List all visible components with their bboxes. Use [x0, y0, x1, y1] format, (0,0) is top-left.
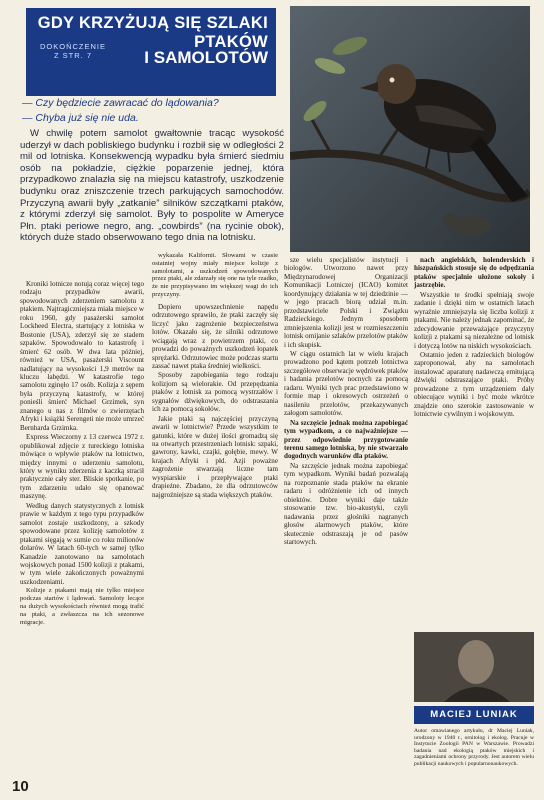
lead-paragraph: W chwilę potem samolot gwałtownie tracąc wysokość uderzył w dach pobliskiego budynku i rozbił się w odległości 2 mil od lotniska. Konsekwencją wypadku była śmierć siedmiu osób na pokładzie, ciężkie poparzenie jednej, która przypadkowo znalazła się na miejscu katastrofy, uszkodzenie budynku oraz zniszczenie trzech parkujących samochodów. Przyczyną awarii były „zatkanie” silników szczątkami ptaków, z którymi zderzył się samolot. Były to pospolite w Ameryce Płn. ptaki periowe negro, ang. „cowbirds” (na rycinie obok), których duże stado obserwowano tego dnia na lotnisku. [20, 128, 284, 244]
text-column-4 [414, 256, 534, 626]
paragraph: Dopiero upowszechnienie napędu odrzutowego sprawiło, że ptaki zaczęły się liczyć jako zagrożenie bezpieczeństwa lotów. Okazało się, że silniki odrzutowe wciągają wraz z powietrzem ptaki, co prowadzi do poważnych uszkodzeń łopatek sprężarki. Odrzutowiec może podczas startu zassać nawet ptaka średniej wielkości. [152, 302, 278, 370]
continued-note: wykazała Kalifornii. Słowami w czasie ostatniej wojny miały miejsce kolizje z samolotami, a uszkodzeń spowodowanych przez ptaki, ale zdarzały się one na tyle rzadko, że nie przypisywano im większej wagi do ich przyczyny. [152, 252, 278, 298]
paragraph: Według danych statystycznych z lotnisk prawie w każdym z tego typu przypadków samolot zostaje uszkodzony, a szkody spowodowane przez kolizję samolotów z ptakami sięgają w sumie co roku milionów dolarów. W latach 60-tych w samej tylko Kanadzie zanotowano na samolotach wojskowych ponad 1500 kolizji z ptakami, w tym wiele zakończonych poważnymi uszkodzeniami. [20, 501, 144, 586]
cowbird-illustration [290, 6, 530, 252]
paragraph: nach angielskich, holenderskich i hiszpańskich stosuje się do odpędzania ptaków specjalnie ułożone sokoły i jastrzębie. [414, 256, 534, 290]
author-name: MACIEJ LUNIAK [414, 706, 534, 724]
paragraph: Na szczęście jednak można zapobiegać tym wypadkom, a co najważniejsze — przez odpowiednie przygotowanie terenu samego lotniska, by nie stwarzało dogodnych warunków dla ptaków. [284, 418, 408, 461]
paragraph: Sposoby zapobiegania tego rodzaju kolizjom są wielorakie. Od przepędzania ptaków z lotnisk za pomocą wystrzałów i sygnałów dźwiękowych, do odstraszania ich za pomocą sokołów. [152, 371, 278, 414]
paragraph: Wszystkie te środki spełniają swoje zadanie i dzięki nim w ostatnich latach wyraźnie zmniejszyła się liczba kolizji z ptakami. Nie należy jednak zapominać, że zdecydowanie przeważające przyczyny kolizji z ptakami są niezależne od lotnisk i dotyczą lotów na niskich wysokościach. [414, 290, 534, 350]
paragraph: W ciągu ostatnich lat w wielu krajach prowadzono pod kątem potrzeb lotnictwa szczegółowe obserwacje wędrówek ptaków i badania przelotów nocnych za pomocą radaru. Wyniki tych prac przedstawiono w formie map i okresowych ostrzeżeń o nasileniu przelotów, przekazywanych załogom samolotów. [284, 349, 408, 418]
text-column-3 [284, 256, 408, 776]
paragraph: Kroniki lotnicze notują coraz więcej tego rodzaju przypadków awarii, spowodowanych zderzeniem samolotu z ptakiem. Najtragiczniejsza miała miejsce w roku 1960, gdy pasażerski samolot Lockheed Electra, startujący z lotniska w Bostonie (USA), zderzył się ze stadem szpaków. Spowodowało to katastrofę i śmierć 62 osób. W dwa lata później, również w USA, pasażerski Viscount nadlatujący na wysokości 1,9 metrów na kluczu łabędzi. W katastrofie tego samolotu zginęło 17 osób. Kolizja z sępem była przyczyną katastrofy, w której ponieśli śmierć Michael Grzimek, syn znanego u nas z filmów o zwierzętach Afryki i książki Serengeti nie może umrzeć Bernharda Grzimka. [20, 280, 144, 432]
article-title-line1: GDY KRZYŻUJĄ SIĘ SZLAKI PTAKÓW [37, 14, 268, 51]
page-number: 10 [12, 778, 29, 795]
text-column-2 [152, 252, 278, 772]
footnote: Kolizje z ptakami mają nie tylko miejsce podczas startów i lądowań. Samoloty lecące na dużych wysokościach również mogą trafić na ptaki, a zwłaszcza na ich sezonowe migracje. [20, 587, 144, 626]
article-header [26, 8, 276, 96]
dialog-line: — Czy będziecie zawracać do lądowania? [22, 97, 219, 109]
article-title-line2: I SAMOLOTÓW [144, 48, 268, 67]
dialog-line: — Chyba już się nie uda. [22, 112, 139, 124]
text-column-1 [20, 280, 144, 776]
author-portrait [414, 632, 534, 702]
paragraph: sze wielu specjalistów instytucji i biologów. Utworzono nawet przy Międzynarodowej Organizacji Komunikacji Lotniczej (ICAO) komitet koordynujący działania w tej dziedzinie — w jego pracach biorą udział m.in. przedstawiciele Polski i Związku Radzieckiego. Jednym sposobem zmniejszenia kolizji jest w rozmieszczeniu lotnisk omijanie szlaków przelotów ptaków i ich skupisk. [284, 256, 408, 349]
author-bio: Autor omawianego artykułu, dr Maciej Luniak, urodzony w 1940 r., ornitolog i ekolog. Pracuje w Instytucie Zoologii PAN w Warszawie. Prowadzi badania nad ekologią ptaków miejskich i zagadnieniami ochrony przyrody. Jest autorem wielu publikacji naukowych i popularnonaukowych. [414, 728, 534, 767]
dialog-quote [22, 96, 284, 126]
paragraph: Express Wieczorny z 13 czerwca 1972 r. opublikował zdjęcie z tureckiego lotniska mówiące o wpływie ptaków na lotnictwo, między innymi o uderzeniu samolotu, który w wyniku zderzenia z kaczką stracił praktycznie cały ster. Bliskie spotkanie, po tym zdarzeniu udało się opanować maszynę. [20, 433, 144, 501]
continuation-note: DOKOŃCZENIE Z STR. 7 [39, 42, 106, 60]
paragraph: Na szczęście jednak można zapobiegać tym wypadkom. Wyniki badań pozwalają na rozpoznanie stada ptaków na ekranie radaru i odróżnienie ich od innych obiektów. Dobre wyniki daje także stosowanie tzw. bio-akustyki, czyli nadawania przez głośniki nagranych głosów alarmowych ptaków, które skutecznie odstraszają je od pasów startowych. [284, 461, 408, 546]
paragraph: Jakie ptaki są najczęściej przyczyną awarii w lotnictwie? Przede wszystkim te gatunki, które w dużej ilości gromadzą się na otwartych przestrzeniach lotnisk: szpaki, gawrony, kawki, czajki, gołębie, mewy. W krajach Afryki i płd. Azji poważne zagrożenie stwarzają liczne tam wyspiarskie i przepływające ptaki drapieżne. Zbadano, że dla odrzutowców najgroźniejsze są stada większych ptaków. [152, 414, 278, 499]
paragraph: Ostatnio jeden z radzieckich biologów zaproponował, aby na samolotach instalować aparaturę nadawczą emitującą dźwięki odstraszające ptaki. Próby prowadzone z tym urządzeniem dały obiecujące wyniki i być może wkrótce znajdzie ono szerokie zastosowanie w lotnictwie cywilnym i wojskowym. [414, 350, 534, 419]
